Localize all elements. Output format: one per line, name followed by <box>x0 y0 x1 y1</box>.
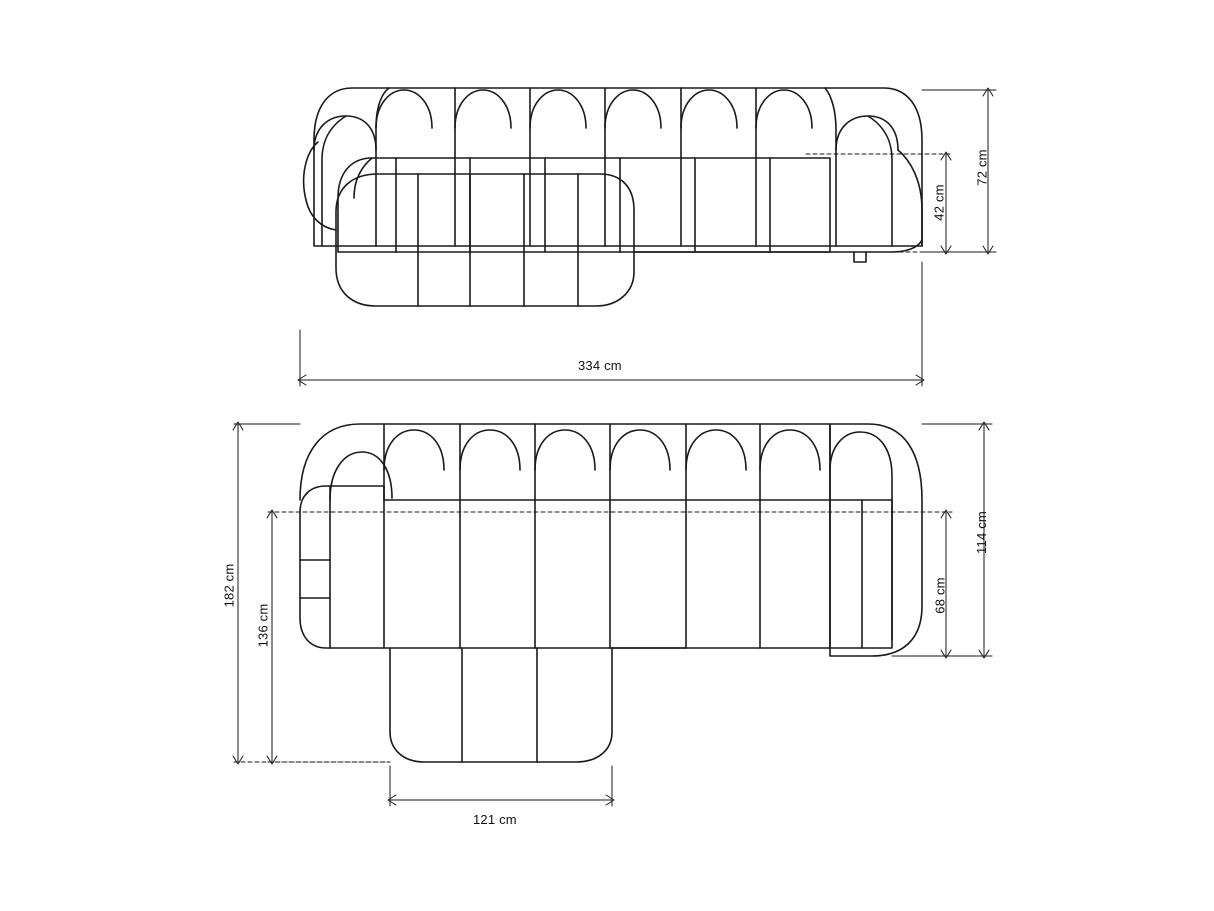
dimension-label-334cm: 334 cm <box>578 358 622 373</box>
front-view-sofa <box>304 88 922 306</box>
dimension-label-68cm: 68 cm <box>932 577 948 614</box>
top-view-sofa <box>300 424 922 762</box>
dimension-label-121cm: 121 cm <box>473 812 517 827</box>
dimension-label-72cm: 72 cm <box>974 149 990 186</box>
dimension-label-42cm: 42 cm <box>931 184 947 221</box>
dimension-label-114cm: 114 cm <box>973 511 989 554</box>
dimension-label-136cm: 136 cm <box>255 603 271 648</box>
dimension-label-182cm: 182 cm <box>221 563 237 608</box>
